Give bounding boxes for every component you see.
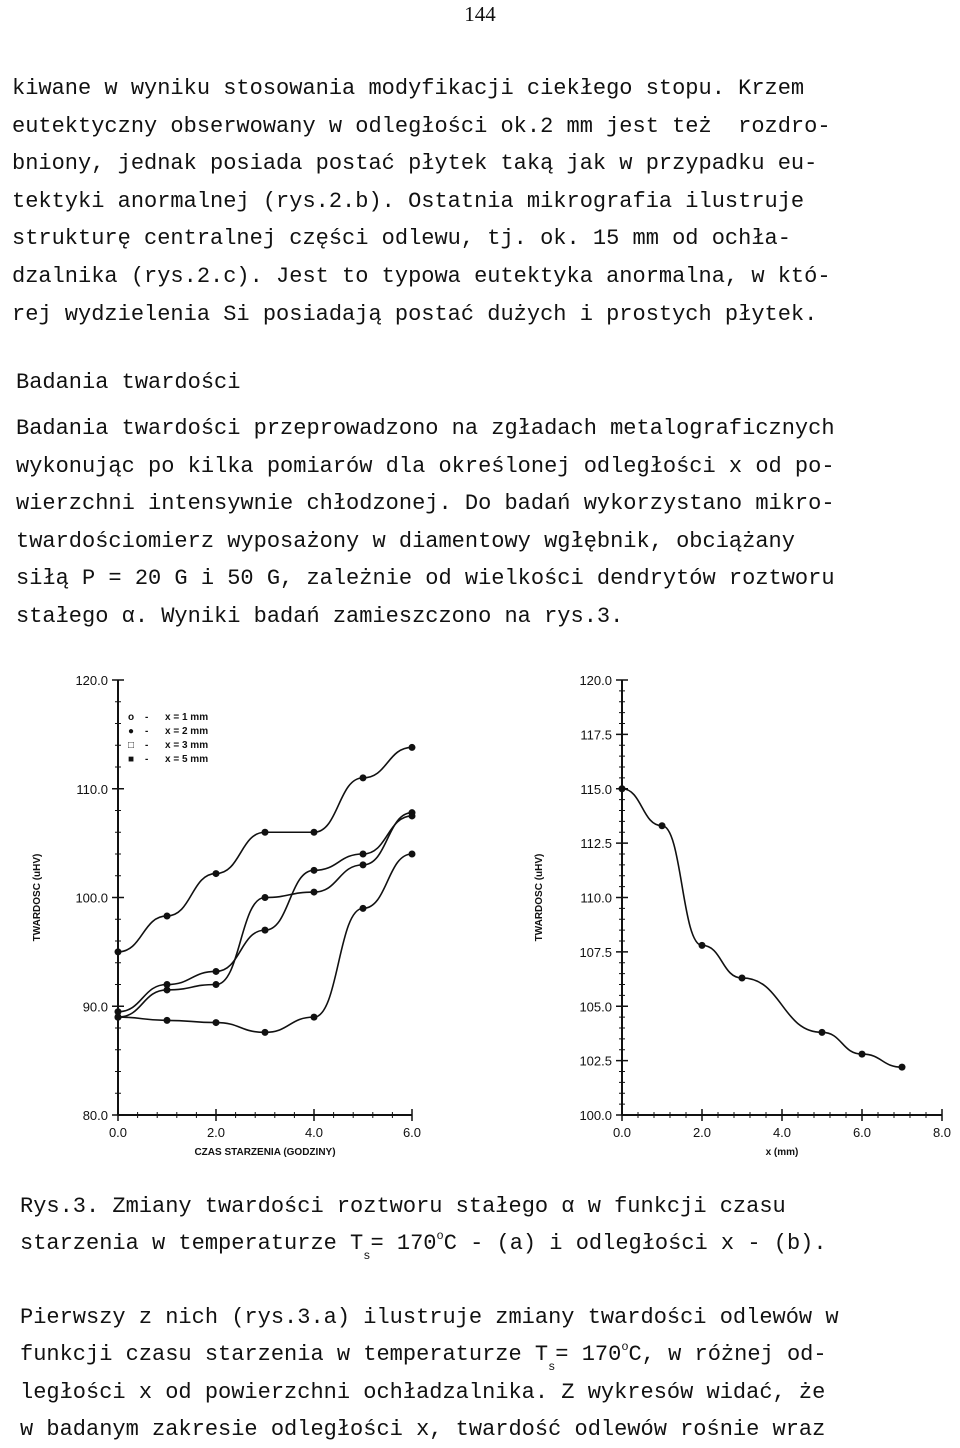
data-point	[360, 861, 367, 868]
y-tick-label: 90.0	[83, 999, 108, 1014]
closing-degree: o	[621, 1340, 628, 1354]
text-line: wykonując po kilka pomiarów dla określonej odległości x od po-	[16, 448, 956, 486]
x-tick-label: 2.0	[207, 1125, 225, 1140]
data-point	[619, 785, 626, 792]
y-tick-label: 120.0	[579, 673, 612, 688]
data-point	[899, 1064, 906, 1071]
closing-line-2c: C, w różnej od-	[629, 1342, 827, 1367]
x-tick-label: 0.0	[613, 1125, 631, 1140]
data-point	[262, 829, 269, 836]
x-tick-label: 6.0	[403, 1125, 421, 1140]
closing-subscript: s	[548, 1360, 555, 1374]
data-point	[213, 1019, 220, 1026]
x-axis-label: CZAS STARZENIA (GODZINY)	[194, 1147, 335, 1158]
data-point	[819, 1029, 826, 1036]
x-tick-label: 2.0	[693, 1125, 711, 1140]
y-tick-label: 117.5	[580, 727, 612, 742]
data-point	[164, 912, 171, 919]
text-line: stałego α. Wyniki badań zamieszczono na rys.3.	[16, 598, 956, 636]
y-tick-label: 110.0	[76, 782, 108, 797]
series-line	[118, 747, 412, 951]
text-line: rej wydzielenia Si posiadają postać dużych i prostych płytek.	[12, 296, 952, 334]
data-point	[311, 867, 318, 874]
caption-line-2b: = 170	[370, 1231, 436, 1256]
x-tick-label: 8.0	[933, 1125, 951, 1140]
closing-line-2a: funkcji czasu starzenia w temperaturze T	[20, 1342, 548, 1367]
data-point	[164, 981, 171, 988]
caption-line-2: starzenia w temperaturze T	[20, 1231, 363, 1256]
legend-marker: □	[128, 740, 134, 751]
legend-dash: -	[145, 726, 148, 737]
y-axis-label: TWARDOSC (uHV)	[32, 854, 43, 942]
text-line: bniony, jednak posiada postać płytek taką jak w przypadku eu-	[12, 145, 952, 183]
chart-hardness-vs-distance	[500, 660, 960, 1160]
caption-line-1: Zmiany twardości roztworu stałego α w funkcji czasu	[99, 1194, 786, 1219]
x-tick-label: 6.0	[853, 1125, 871, 1140]
legend-marker: o	[128, 712, 134, 723]
y-tick-label: 80.0	[83, 1108, 108, 1123]
text-line: twardościomierz wyposażony w diamentowy wgłębnik, obciążany	[16, 523, 956, 561]
y-axis-label: TWARDOSC (uHV)	[534, 854, 545, 942]
chart-hardness-vs-time	[0, 660, 440, 1160]
data-point	[262, 927, 269, 934]
y-tick-label: 110.0	[580, 891, 612, 906]
legend-marker: ●	[128, 726, 134, 737]
section-paragraph	[16, 410, 956, 636]
data-point	[699, 942, 706, 949]
data-point	[262, 894, 269, 901]
intro-paragraph	[12, 70, 952, 333]
data-point	[213, 870, 220, 877]
data-point	[859, 1051, 866, 1058]
closing-line-2b: = 170	[555, 1342, 621, 1367]
text-line: dzalnika (rys.2.c). Jest to typowa eutektyka anormalna, w któ-	[12, 258, 952, 296]
data-point	[360, 774, 367, 781]
text-line: kiwane w wyniku stosowania modyfikacji ciekłego stopu. Krzem	[12, 70, 952, 108]
x-tick-label: 0.0	[109, 1125, 127, 1140]
y-tick-label: 112.5	[580, 836, 612, 851]
text-line	[20, 1337, 956, 1376]
legend-dash: -	[145, 712, 148, 723]
y-tick-label: 120.0	[75, 673, 108, 688]
data-point	[311, 889, 318, 896]
legend-label: x = 3 mm	[165, 740, 208, 751]
caption-degree: o	[436, 1229, 443, 1243]
data-point	[311, 1014, 318, 1021]
text-line: w badanym zakresie odległości x, twardość odlewów rośnie wraz	[20, 1412, 956, 1448]
y-tick-label: 105.0	[579, 999, 612, 1014]
data-point	[213, 981, 220, 988]
page-number: 144	[0, 2, 960, 27]
data-point	[115, 1014, 122, 1021]
y-tick-label: 100.0	[579, 1108, 612, 1123]
series-line	[118, 854, 412, 1032]
section-heading: Badania twardości	[16, 370, 240, 395]
text-line: ległości x od powierzchni ochładzalnika. Z wykresów widać, że	[20, 1375, 956, 1412]
caption-subscript: s	[363, 1249, 370, 1263]
text-line: wierzchni intensywnie chłodzonej. Do badań wykorzystano mikro-	[16, 485, 956, 523]
data-point	[409, 851, 416, 858]
data-point	[409, 744, 416, 751]
text-line: tektyki anormalnej (rys.2.b). Ostatnia mikrografia ilustruje	[12, 183, 952, 221]
legend-marker: ■	[128, 754, 134, 765]
text-line: Pierwszy z nich (rys.3.a) ilustruje zmiany twardości odlewów w	[20, 1300, 956, 1337]
legend-dash: -	[145, 754, 148, 765]
x-tick-label: 4.0	[305, 1125, 323, 1140]
legend-label: x = 5 mm	[165, 754, 208, 765]
series-line	[118, 813, 412, 1017]
y-tick-label: 100.0	[75, 891, 108, 906]
text-line: Badania twardości przeprowadzono na zgładach metalograficznych	[16, 410, 956, 448]
legend-label: x = 1 mm	[165, 712, 208, 723]
caption-line-2c: C - (a) i odległości x - (b).	[444, 1231, 827, 1256]
y-tick-label: 102.5	[579, 1054, 612, 1069]
data-point	[213, 968, 220, 975]
data-point	[659, 822, 666, 829]
data-point	[360, 905, 367, 912]
data-point	[262, 1029, 269, 1036]
data-point	[115, 948, 122, 955]
text-line: strukturę centralnej części odlewu, tj. ok. 15 mm od ochła-	[12, 220, 952, 258]
y-tick-label: 115.0	[580, 782, 612, 797]
data-point	[409, 812, 416, 819]
text-line: eutektyczny obserwowany w odległości ok.2 mm jest też rozdro-	[12, 108, 952, 146]
data-point	[164, 1017, 171, 1024]
legend-label: x = 2 mm	[165, 726, 208, 737]
legend-dash: -	[145, 740, 148, 751]
data-point	[311, 829, 318, 836]
caption-label: Rys.3.	[20, 1194, 99, 1219]
data-point	[739, 974, 746, 981]
figure-caption	[20, 1188, 956, 1265]
series-line	[622, 789, 902, 1067]
text-line: siłą P = 20 G i 50 G, zależnie od wielkości dendrytów roztworu	[16, 560, 956, 598]
x-axis-label: x (mm)	[766, 1147, 799, 1158]
data-point	[360, 851, 367, 858]
closing-paragraph	[20, 1300, 956, 1448]
y-tick-label: 107.5	[579, 945, 612, 960]
series-line	[118, 816, 412, 1012]
x-tick-label: 4.0	[773, 1125, 791, 1140]
